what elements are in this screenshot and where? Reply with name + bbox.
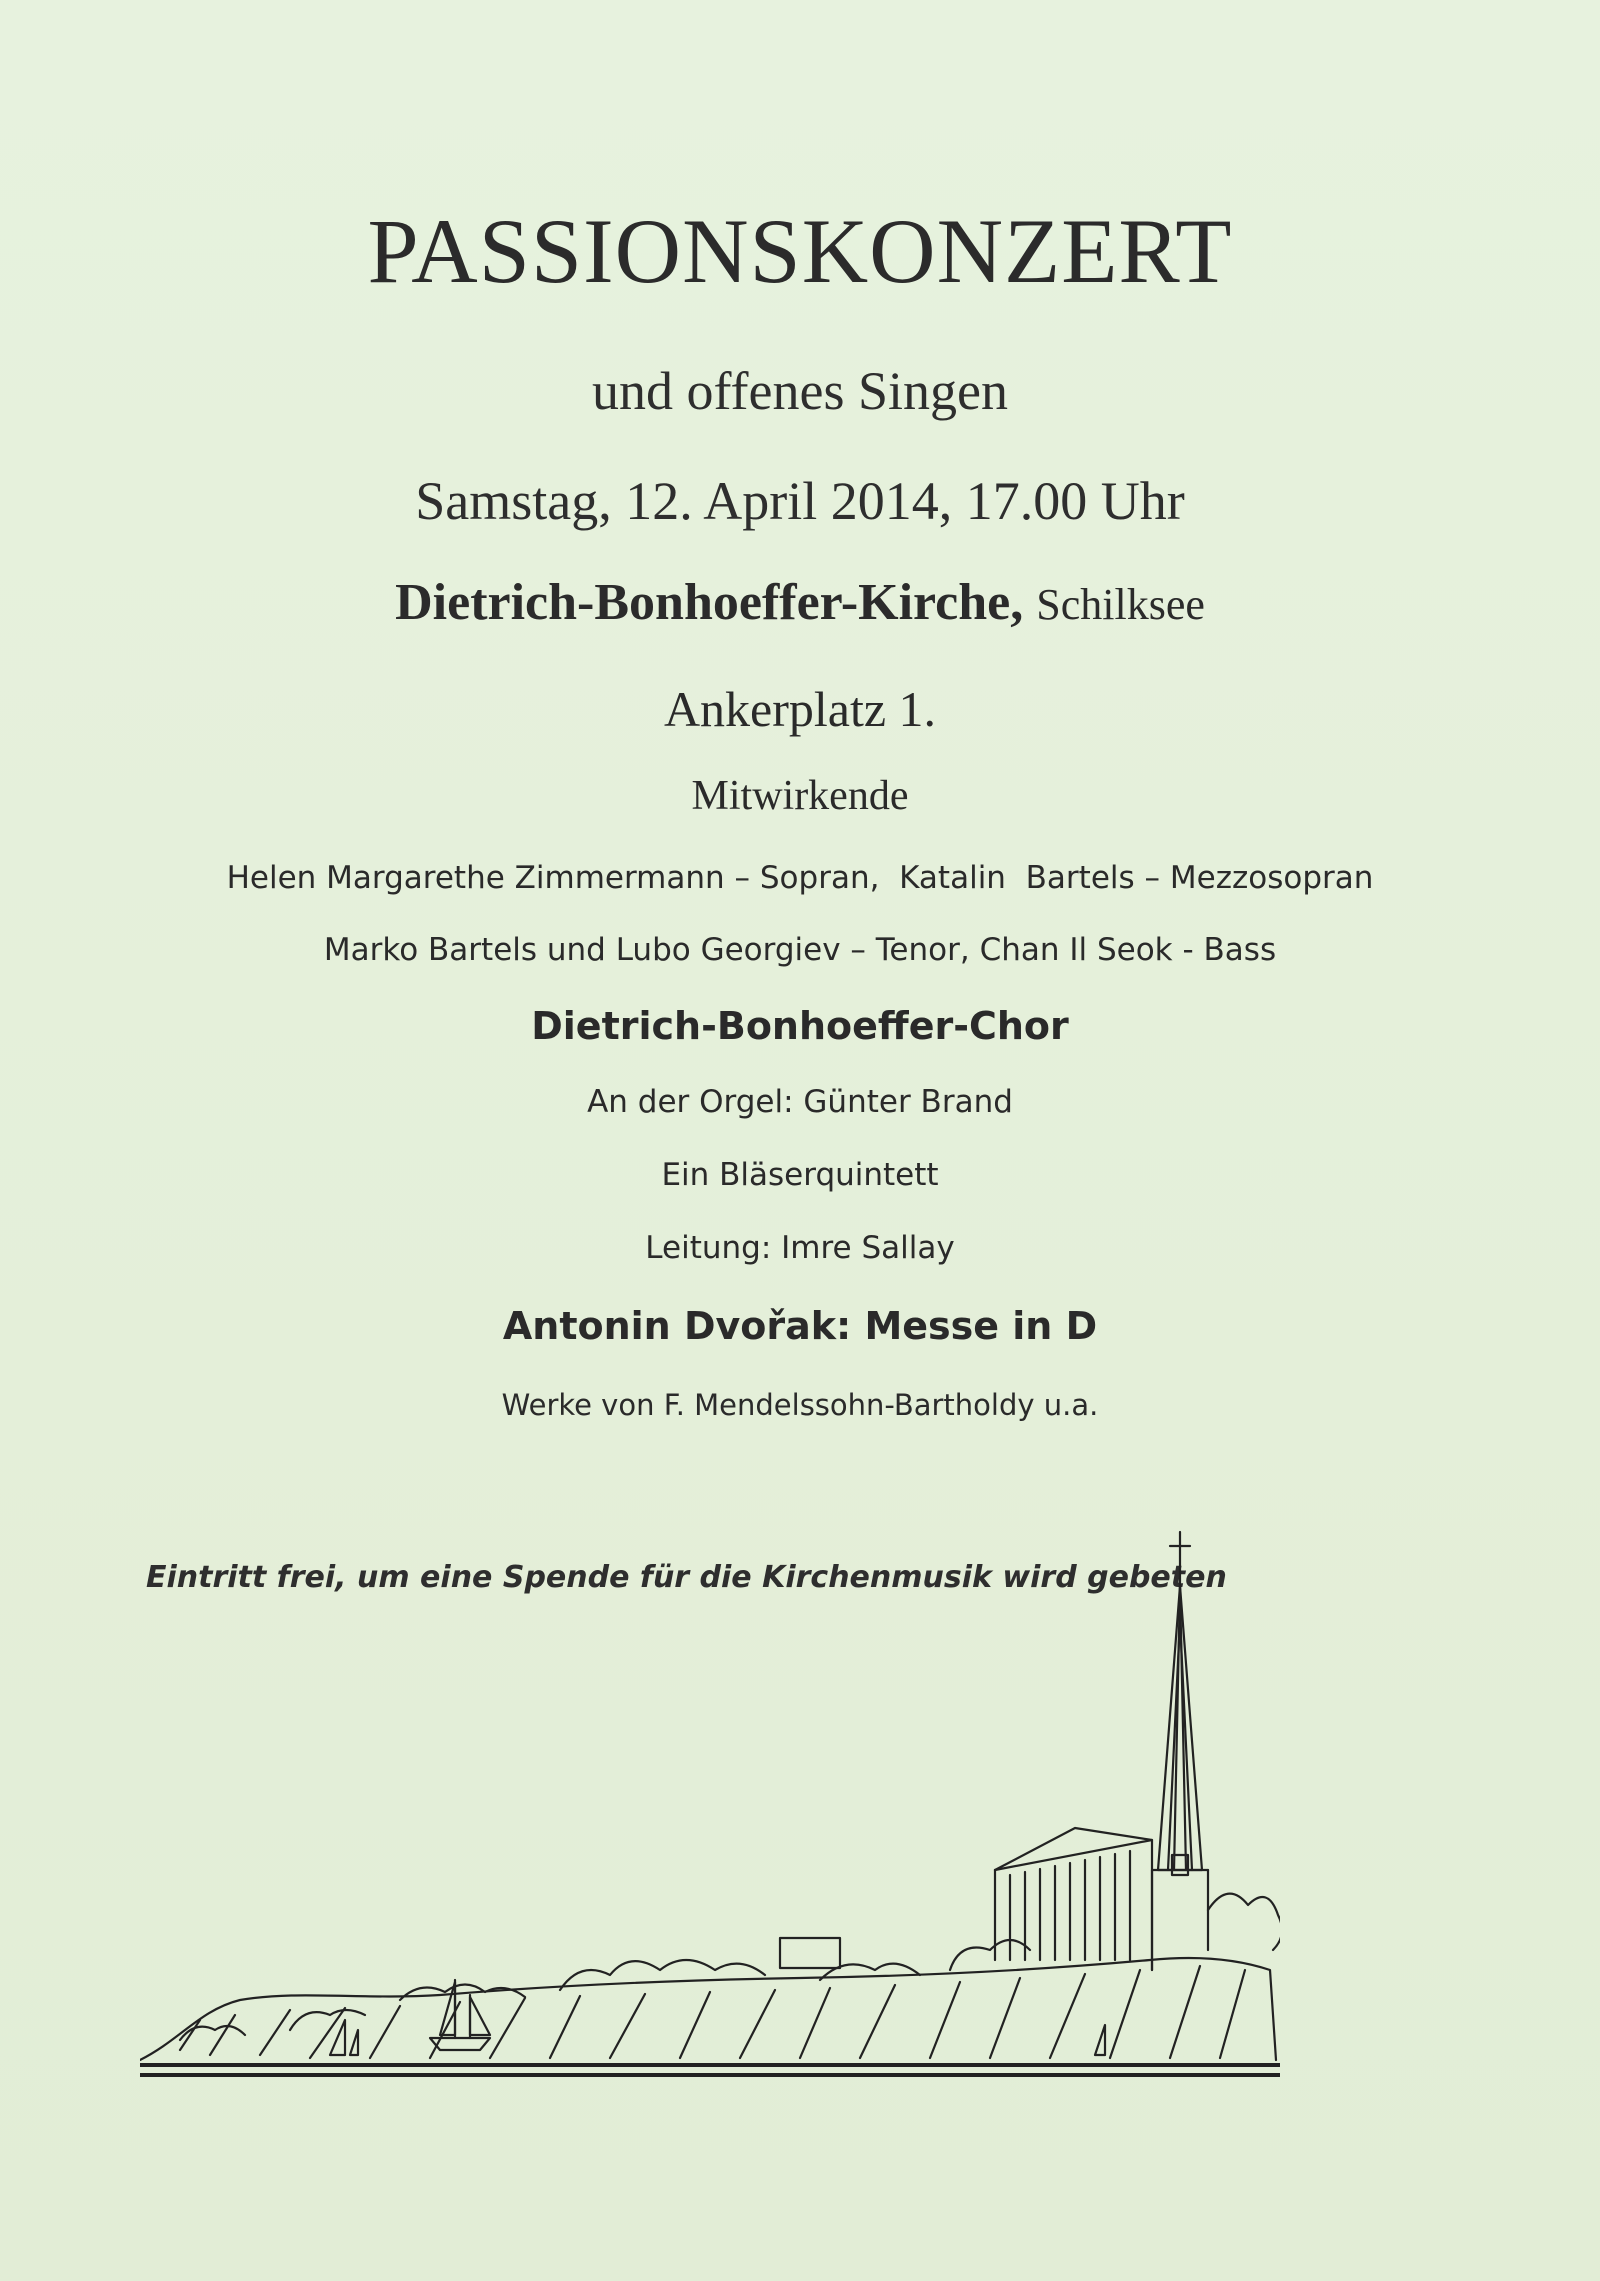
conductor: Leitung: Imre Sallay xyxy=(645,1230,955,1266)
church-cliff-illustration xyxy=(140,1530,1280,2080)
event-date: Samstag, 12. April 2014, 17.00 Uhr xyxy=(415,471,1185,531)
venue-address: Ankerplatz 1. xyxy=(663,681,937,737)
venue-name: Dietrich-Bonhoeffer-Kirche, xyxy=(395,574,1024,631)
poster-subtitle: und offenes Singen xyxy=(592,361,1008,421)
poster-title: PASSIONSKONZERT xyxy=(367,200,1233,302)
other-works: Werke von F. Mendelssohn-Bartholdy u.a. xyxy=(501,1388,1099,1422)
cross-icon xyxy=(1170,1532,1190,1586)
main-work: Antonin Dvořak: Messe in D xyxy=(502,1304,1098,1348)
performers-soloists-line2: Marko Bartels und Lubo Georgiev – Tenor, Chan Il Seok - Bass xyxy=(323,932,1277,968)
admission-note: Eintritt frei, um eine Spende für die Kirchenmusik wird gebeten xyxy=(146,1560,1227,1595)
venue xyxy=(0,573,1600,632)
waterline xyxy=(140,2065,1280,2075)
performers-soloists-line1: Helen Margarethe Zimmermann – Sopran, Katalin Bartels – Mezzosopran xyxy=(226,860,1374,896)
performers-heading: Mitwirkende xyxy=(691,773,909,819)
venue-district: Schilksee xyxy=(1036,580,1205,629)
organist: An der Orgel: Günter Brand xyxy=(587,1084,1013,1120)
wind-quintet: Ein Bläserquintett xyxy=(661,1157,939,1193)
spire-icon xyxy=(1152,1586,1208,1970)
choir-name: Dietrich-Bonhoeffer-Chor xyxy=(531,1004,1069,1048)
